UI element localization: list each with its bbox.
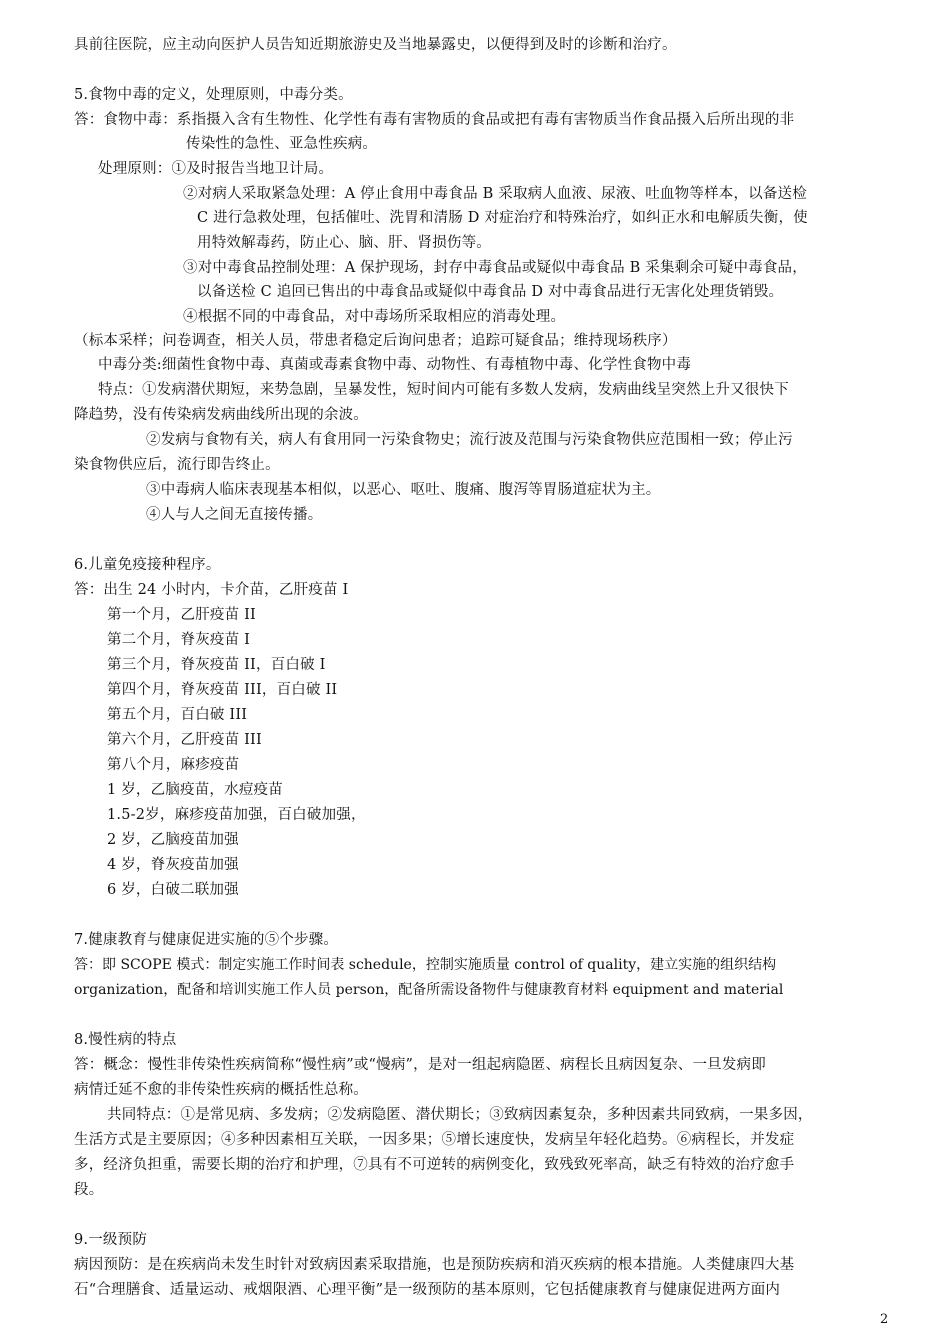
text-line: ④人与人之间无直接传播。 [146, 507, 323, 523]
text-line: 共同特点：①是常见病、多发病；②发病隐匿、潜伏期长；③致病因素复杂，多种因素共同致病，一果多因， [107, 1107, 813, 1123]
text-line: 降趋势，没有传染病发病曲线所出现的余波。 [74, 407, 368, 423]
section-heading-primary-prevention: 9.一级预防 [74, 1232, 148, 1248]
text-line: 生活方式是主要原因；④多种因素相互关联，一因多果；⑤增长速度快，发病呈年轻化趋势。⑥病程长，并发症 [74, 1132, 795, 1148]
text-line: 第八个月，麻疹疫苗 [107, 757, 240, 773]
section-heading-chronic-disease: 8.慢性病的特点 [74, 1032, 177, 1048]
text-line: （标本采样；问卷调查，相关人员，带患者稳定后询问患者；追踪可疑食品；维持现场秩序） [74, 333, 677, 349]
section-heading-immunization: 6.儿童免疫接种程序。 [74, 557, 221, 573]
text-line: 病情迁延不愈的非传染性疾病的概括性总称。 [74, 1082, 368, 1098]
text-line: organization，配备和培训实施工作人员 person，配备所需设备物件与健康教育材料 equipment and material [74, 982, 784, 998]
text-line: ③对中毒食品控制处理：A 保护现场，封存中毒食品或疑似中毒食品 B 采集剩余可疑中毒食品， [183, 260, 807, 276]
text-line: 第一个月，乙肝疫苗 II [107, 607, 256, 623]
text-line: 中毒分类:细菌性食物中毒、真菌或毒素食物中毒、动物性、有毒植物中毒、化学性食物中毒 [98, 357, 692, 373]
text-line: 4 岁，脊灰疫苗加强 [107, 857, 239, 873]
text-line: 第五个月，百白破 III [107, 707, 248, 723]
section-heading-health-education: 7.健康教育与健康促进实施的⑤个步骤。 [74, 932, 339, 948]
text-line: 段。 [74, 1182, 104, 1198]
text-line: 具前往医院，应主动向医护人员告知近期旅游史及当地暴露史，以便得到及时的诊断和治疗。 [74, 37, 677, 53]
text-line: 2 岁，乙脑疫苗加强 [107, 832, 239, 848]
section-heading-food-poisoning: 5.食物中毒的定义，处理原则，中毒分类。 [74, 87, 353, 103]
page-number: 2 [880, 1312, 889, 1327]
text-line: 1 岁，乙脑疫苗，水痘疫苗 [107, 782, 283, 798]
text-line: 6 岁，白破二联加强 [107, 882, 239, 898]
text-line: ②对病人采取紧急处理：A 停止食用中毒食品 B 采取病人血液、尿液、吐血物等样本，以备送检 [183, 186, 807, 202]
text-line: 病因预防：是在疾病尚未发生时针对致病因素采取措施，也是预防疾病和消灭疾病的根本措施。人类健康四大基 [74, 1257, 795, 1273]
text-line: 多，经济负担重，需要长期的治疗和护理，⑦具有不可逆转的病例变化，致残致死率高，缺乏有特效的治疗愈手 [74, 1157, 795, 1173]
text-line: 处理原则：①及时报告当地卫计局。 [98, 161, 334, 177]
text-line: 答：出生 24 小时内，卡介苗，乙肝疫苗 I [74, 582, 349, 598]
text-line: ②发病与食物有关，病人有食用同一污染食物史；流行波及范围与污染食物供应范围相一致；停止污 [146, 432, 793, 448]
text-line: ④根据不同的中毒食品，对中毒场所采取相应的消毒处理。 [183, 309, 566, 325]
text-line: 传染性的急性、亚急性疾病。 [186, 136, 378, 152]
text-line: 第四个月，脊灰疫苗 III，百白破 II [107, 682, 338, 698]
text-line: C 进行急救处理，包括催吐、洗胃和清肠 D 对症治疗和特殊治疗，如纠正水和电解质失衡，使 [197, 210, 808, 226]
text-line: ③中毒病人临床表现基本相似，以恶心、呕吐、腹痛、腹泻等胃肠道症状为主。 [146, 482, 661, 498]
text-line: 染食物供应后，流行即告终止。 [74, 457, 280, 473]
text-line: 特点：①发病潜伏期短，来势急剧，呈暴发性，短时间内可能有多数人发病，发病曲线呈突然上升又很快下 [98, 382, 789, 398]
text-line: 第六个月，乙肝疫苗 III [107, 732, 262, 748]
text-line: 答：即 SCOPE 模式：制定实施工作时间表 schedule，控制实施质量 control of quality，建立实施的组织结构 [74, 957, 777, 973]
text-line: 用特效解毒药，防止心、脑、肝、肾损伤等。 [197, 235, 491, 251]
text-line: 第三个月，脊灰疫苗 II，百白破 I [107, 657, 326, 673]
text-line: 答：食物中毒：系指摄入含有生物性、化学性有毒有害物质的食品或把有毒有害物质当作食品摄入后所出现的非 [74, 112, 795, 128]
text-line: 答：概念：慢性非传染性疾病简称“慢性病”或“慢病”，是对一组起病隐匿、病程长且病因复杂、一旦发病即 [74, 1057, 766, 1073]
text-line: 第二个月，脊灰疫苗 I [107, 632, 251, 648]
text-line: 以备送检 C 追回已售出的中毒食品或疑似中毒食品 D 对中毒食品进行无害化处理货销毁。 [197, 284, 784, 300]
text-line: 石“合理膳食、适量运动、戒烟限酒、心理平衡”是一级预防的基本原则，它包括健康教育与健康促进两方面内 [74, 1282, 781, 1298]
text-line: 1.5-2岁，麻疹疫苗加强，百白破加强， [107, 807, 366, 823]
